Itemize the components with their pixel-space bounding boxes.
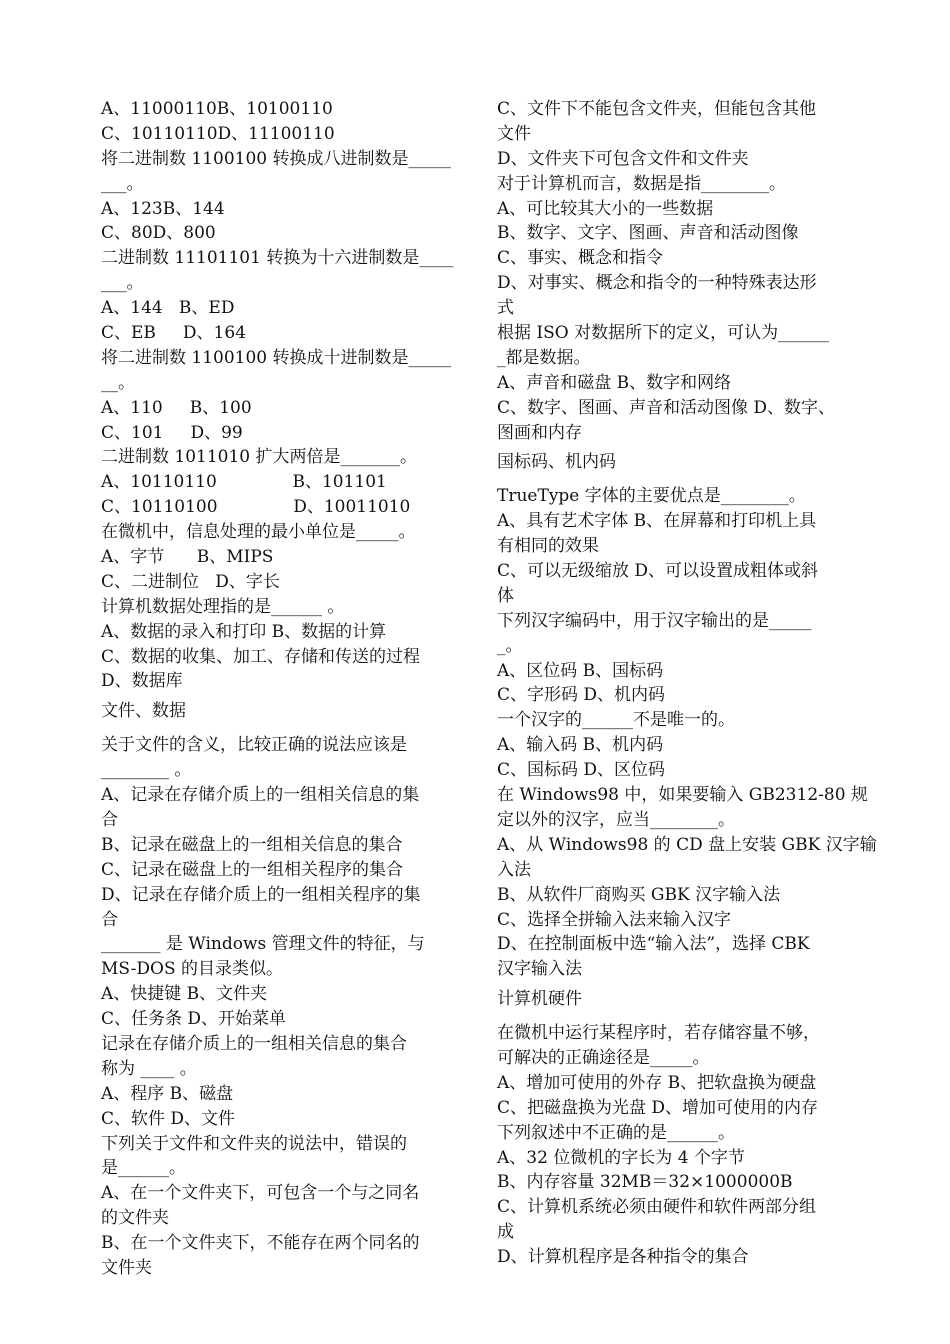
text-line: C、数字、图画、声音和活动图像 D、数字、 bbox=[497, 397, 836, 418]
text-line: 关于文件的含义，比较正确的说法应该是 bbox=[101, 735, 407, 756]
text-line: C、数据的收集、加工、存储和传送的过程 bbox=[101, 646, 421, 667]
text-line: C、国标码 D、区位码 bbox=[497, 760, 666, 781]
text-line: 记录在存储介质上的一组相关信息的集合 bbox=[101, 1033, 407, 1054]
text-line: C、把磁盘换为光盘 D、增加可使用的内存 bbox=[497, 1097, 819, 1118]
text-line: D、数据库 bbox=[101, 671, 183, 692]
text-line: A、快捷键 B、文件夹 bbox=[101, 984, 268, 1005]
text-line: B、内存容量 32MB＝32×1000000B bbox=[497, 1172, 793, 1193]
section-heading-encoding: 国标码、机内码 bbox=[497, 452, 616, 473]
right-column bbox=[497, 97, 877, 1270]
text-line: 在 Windows98 中，如果要输入 GB2312-80 规 bbox=[497, 785, 868, 806]
text-line: C、记录在磁盘上的一组相关程序的集合 bbox=[101, 859, 404, 880]
text-line: 根据 ISO 对数据所下的定义，可认为______ bbox=[497, 323, 830, 344]
text-line: C、10110100 D、10011010 bbox=[101, 497, 411, 518]
text-line: C、选择全拼输入法来输入汉字 bbox=[497, 909, 732, 930]
text-line: D、计算机程序是各种指令的集合 bbox=[497, 1247, 749, 1268]
text-line: A、10110110 B、101101 bbox=[101, 472, 387, 493]
text-line: ___。 bbox=[101, 273, 144, 294]
text-line: 可解决的正确途径是_____。 bbox=[497, 1047, 710, 1068]
text-line: A、输入码 B、机内码 bbox=[497, 735, 664, 756]
text-line: B、数字、文字、图画、声音和活动图像 bbox=[497, 223, 799, 244]
text-line: 的文件夹 bbox=[101, 1208, 169, 1229]
text-line: 下列叙述中不正确的是______。 bbox=[497, 1122, 735, 1143]
left-question-block bbox=[101, 97, 463, 694]
text-line: A、可比较其大小的一些数据 bbox=[497, 198, 714, 219]
text-line: B、在一个文件夹下，不能存在两个同名的 bbox=[101, 1233, 420, 1254]
text-line: 一个汉字的______不是唯一的。 bbox=[497, 710, 735, 731]
text-line: C、事实、概念和指令 bbox=[497, 248, 664, 269]
text-line: 汉字输入法 bbox=[497, 959, 582, 980]
text-line: A、11000110B、10100110 bbox=[101, 99, 333, 119]
right-question-block-encoding bbox=[497, 484, 877, 982]
text-line: C、EB D、164 bbox=[101, 323, 247, 344]
text-line: A、记录在存储介质上的一组相关信息的集 bbox=[101, 785, 420, 806]
text-line: A、从 Windows98 的 CD 盘上安装 GBK 汉字输 bbox=[497, 834, 877, 855]
text-line: 是______。 bbox=[101, 1158, 186, 1179]
text-line: 文件夹 bbox=[101, 1257, 152, 1278]
section-heading-files-data: 文件、数据 bbox=[101, 701, 186, 722]
text-line: C、计算机系统必须由硬件和软件两部分组 bbox=[497, 1197, 817, 1218]
text-line: 二进制数 1011010 扩大两倍是_______。 bbox=[101, 447, 418, 468]
text-line: 将二进制数 1100100 转换成十进制数是_____ bbox=[101, 347, 452, 368]
text-line: ________ 。 bbox=[101, 760, 192, 781]
text-line: 下列汉字编码中，用于汉字输出的是_____ bbox=[497, 610, 812, 631]
text-line: C、10110110D、11100110 bbox=[101, 123, 335, 144]
text-line: A、123B、144 bbox=[101, 198, 225, 219]
text-line: C、任务条 D、开始菜单 bbox=[101, 1009, 287, 1030]
text-line: _都是数据。 bbox=[497, 347, 591, 368]
text-line: C、可以无级缩放 D、可以设置成粗体或斜 bbox=[497, 561, 819, 582]
text-line: C、文件下不能包含文件夹，但能包含其他 bbox=[497, 99, 817, 119]
left-question-block-files bbox=[101, 733, 463, 1281]
text-line: C、软件 D、文件 bbox=[101, 1108, 236, 1129]
text-line: A、32 位微机的字长为 4 个字节 bbox=[497, 1147, 745, 1168]
text-line: __。 bbox=[101, 372, 135, 393]
text-line: 合 bbox=[101, 909, 118, 930]
text-line: A、具有艺术字体 B、在屏幕和打印机上具 bbox=[497, 511, 817, 532]
text-line: _______ 是 Windows 管理文件的特征，与 bbox=[101, 934, 425, 955]
text-line: ___。 bbox=[101, 173, 144, 194]
section-heading-hardware: 计算机硬件 bbox=[497, 989, 582, 1010]
text-line: 有相同的效果 bbox=[497, 536, 599, 557]
text-line: 对于计算机而言，数据是指________。 bbox=[497, 173, 786, 194]
text-line: 将二进制数 1100100 转换成八进制数是_____ bbox=[101, 148, 452, 169]
text-line: A、在一个文件夹下，可包含一个与之同名 bbox=[101, 1183, 420, 1204]
text-line: 成 bbox=[497, 1222, 514, 1243]
text-line: 称为 ____ 。 bbox=[101, 1058, 197, 1079]
text-line: _。 bbox=[497, 635, 523, 656]
text-line: MS-DOS 的目录类似。 bbox=[101, 959, 284, 980]
right-question-block bbox=[497, 97, 872, 445]
text-line: 文件 bbox=[497, 123, 531, 144]
text-line: D、文件夹下可包含文件和文件夹 bbox=[497, 148, 749, 169]
text-line: 图画和内存 bbox=[497, 422, 582, 443]
text-line: A、区位码 B、国标码 bbox=[497, 660, 664, 681]
text-line: A、程序 B、磁盘 bbox=[101, 1083, 234, 1104]
text-line: 计算机数据处理指的是______ 。 bbox=[101, 596, 345, 617]
text-line: 二进制数 11101101 转换为十六进制数是____ bbox=[101, 248, 454, 269]
text-line: 入法 bbox=[497, 859, 531, 880]
text-line: 体 bbox=[497, 585, 514, 606]
left-column bbox=[101, 97, 463, 1281]
text-line: A、144 B、ED bbox=[101, 298, 235, 319]
text-line: B、从软件厂商购买 GBK 汉字输入法 bbox=[497, 884, 781, 905]
text-line: 定以外的汉字，应当________。 bbox=[497, 809, 735, 830]
right-question-block-hardware bbox=[497, 1021, 872, 1270]
text-line: A、110 B、100 bbox=[101, 397, 252, 418]
text-line: 在微机中，信息处理的最小单位是_____。 bbox=[101, 522, 416, 543]
text-line: A、数据的录入和打印 B、数据的计算 bbox=[101, 621, 387, 642]
text-line: C、字形码 D、机内码 bbox=[497, 685, 666, 706]
text-line: A、声音和磁盘 B、数字和网络 bbox=[497, 372, 732, 393]
text-line: B、记录在磁盘上的一组相关信息的集合 bbox=[101, 834, 403, 855]
text-line: A、字节 B、MIPS bbox=[101, 547, 274, 568]
text-line: D、对事实、概念和指令的一种特殊表达形 bbox=[497, 273, 817, 294]
text-line: C、二进制位 D、字长 bbox=[101, 571, 280, 592]
text-line: 式 bbox=[497, 298, 514, 319]
text-line: C、80D、800 bbox=[101, 223, 216, 244]
text-line: A、增加可使用的外存 B、把软盘换为硬盘 bbox=[497, 1072, 817, 1093]
text-line: 下列关于文件和文件夹的说法中，错误的 bbox=[101, 1133, 407, 1154]
text-line: TrueType 字体的主要优点是________。 bbox=[497, 486, 806, 507]
text-line: D、在控制面板中选“输入法”，选择 CBK bbox=[497, 934, 810, 955]
text-line: C、101 D、99 bbox=[101, 422, 243, 443]
text-line: 合 bbox=[101, 809, 118, 830]
text-line: D、记录在存储介质上的一组相关程序的集 bbox=[101, 884, 421, 905]
text-line: 在微机中运行某程序时，若存储容量不够， bbox=[497, 1023, 820, 1044]
